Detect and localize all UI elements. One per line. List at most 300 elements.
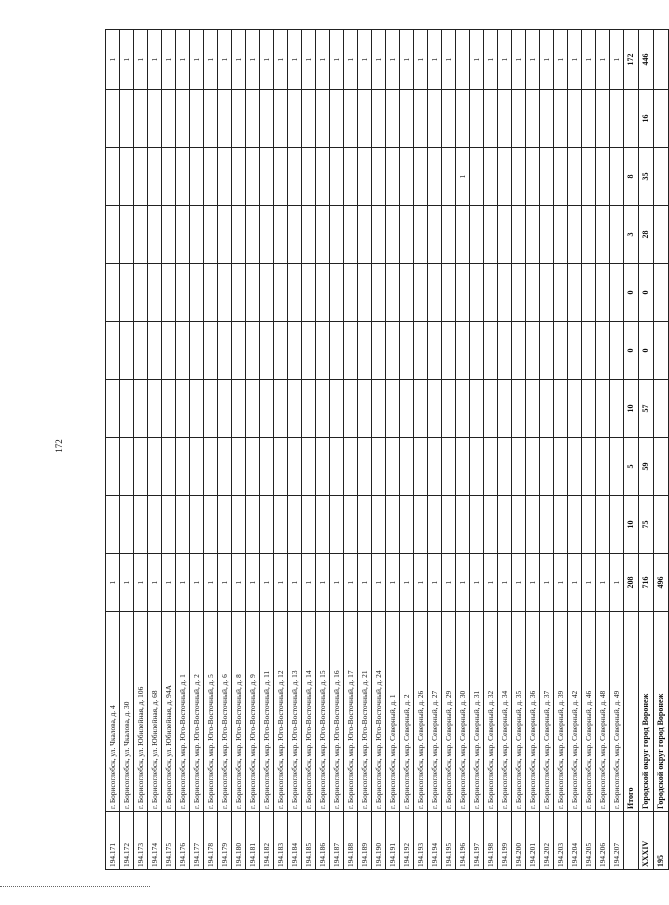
row-address: г. Борисоглебск, мкр. Юго-Восточный, д. 15 (316, 612, 330, 812)
table-row (190, 30, 204, 870)
row-code: 194.195 (442, 812, 456, 870)
row-value (554, 496, 568, 554)
row-value (344, 90, 358, 148)
row-value: 1 (148, 30, 162, 90)
row-value (610, 380, 624, 438)
row-value (260, 90, 274, 148)
row-value (162, 148, 176, 206)
row-value: 1 (512, 30, 526, 90)
row-value (190, 322, 204, 380)
row-value (540, 206, 554, 264)
sub-row-value (654, 322, 669, 380)
row-value (148, 264, 162, 322)
row-address: г. Борисоглебск, мкр. Юго-Восточный, д. 11 (260, 612, 274, 812)
row-value (344, 264, 358, 322)
row-value (512, 264, 526, 322)
row-value (386, 496, 400, 554)
row-value (456, 90, 470, 148)
row-value (344, 496, 358, 554)
row-address: г. Борисоглебск, мкр. Северный, д. 2 (400, 612, 414, 812)
row-value (120, 148, 134, 206)
sub-row-code: 195 (654, 812, 669, 870)
row-value: 1 (218, 554, 232, 612)
table-row (204, 30, 218, 870)
row-value (498, 380, 512, 438)
row-value: 1 (428, 30, 442, 90)
row-value (386, 264, 400, 322)
row-value: 1 (106, 30, 120, 90)
row-code: 194.204 (568, 812, 582, 870)
row-value (372, 322, 386, 380)
row-value (162, 264, 176, 322)
table-row (176, 30, 190, 870)
sub-row-value (654, 380, 669, 438)
table-row (568, 30, 582, 870)
table-row (316, 30, 330, 870)
row-value (176, 264, 190, 322)
row-value (260, 438, 274, 496)
row-value (596, 438, 610, 496)
row-address: г. Борисоглебск, мкр. Юго-Восточный, д. 16 (330, 612, 344, 812)
row-value (288, 206, 302, 264)
row-value (568, 438, 582, 496)
row-value (442, 148, 456, 206)
row-value (470, 206, 484, 264)
row-value: 1 (498, 30, 512, 90)
row-value (456, 264, 470, 322)
row-address: г. Борисоглебск, мкр. Северный, д. 49 (610, 612, 624, 812)
row-value (400, 206, 414, 264)
row-value: 1 (330, 30, 344, 90)
table-row (582, 30, 596, 870)
row-value: 1 (134, 554, 148, 612)
row-code: 194.176 (176, 812, 190, 870)
row-value (260, 496, 274, 554)
sub-row-value (654, 148, 669, 206)
row-value (358, 90, 372, 148)
row-code: 194.206 (596, 812, 610, 870)
row-code: 194.192 (400, 812, 414, 870)
row-value: 1 (176, 30, 190, 90)
row-code: 194.194 (428, 812, 442, 870)
row-value: 1 (372, 554, 386, 612)
row-value (148, 438, 162, 496)
row-value (400, 148, 414, 206)
row-value (484, 438, 498, 496)
row-value (246, 380, 260, 438)
row-value (554, 264, 568, 322)
row-address: г. Борисоглебск, мкр. Северный, д. 30 (456, 612, 470, 812)
row-value: 1 (414, 554, 428, 612)
row-value (512, 206, 526, 264)
row-value (316, 380, 330, 438)
table-row (414, 30, 428, 870)
row-value (344, 380, 358, 438)
row-value: 1 (274, 554, 288, 612)
row-value (456, 206, 470, 264)
row-value (288, 148, 302, 206)
row-value (218, 496, 232, 554)
row-value (414, 90, 428, 148)
row-value (302, 380, 316, 438)
total-row-value: 0 (624, 264, 639, 322)
row-value: 1 (470, 554, 484, 612)
row-value (498, 90, 512, 148)
row-value (148, 380, 162, 438)
row-value (302, 322, 316, 380)
row-value (386, 206, 400, 264)
section-row-label: Городской округ город Воронеж (639, 612, 654, 812)
row-value: 1 (246, 554, 260, 612)
row-value (218, 322, 232, 380)
row-value (582, 90, 596, 148)
row-value (484, 90, 498, 148)
row-code: 194.171 (106, 812, 120, 870)
row-value (232, 206, 246, 264)
row-value (484, 206, 498, 264)
row-value (218, 380, 232, 438)
row-code: 194.179 (218, 812, 232, 870)
row-value (246, 264, 260, 322)
row-value (274, 90, 288, 148)
row-value (204, 322, 218, 380)
row-value: 1 (526, 30, 540, 90)
section-row-value: 0 (639, 264, 654, 322)
row-value (288, 438, 302, 496)
row-value: 1 (484, 554, 498, 612)
row-value (176, 380, 190, 438)
table-row (246, 30, 260, 870)
row-value: 1 (232, 30, 246, 90)
row-address: г. Борисоглебск, мкр. Северный, д. 48 (596, 612, 610, 812)
row-value (512, 90, 526, 148)
row-value (414, 206, 428, 264)
row-value: 1 (260, 554, 274, 612)
row-code: 194.197 (470, 812, 484, 870)
row-value (582, 148, 596, 206)
row-address: г. Борисоглебск, мкр. Юго-Восточный, д. 17 (344, 612, 358, 812)
sub-row-value (654, 264, 669, 322)
row-value (330, 438, 344, 496)
row-value (414, 438, 428, 496)
row-value (540, 380, 554, 438)
row-value: 1 (204, 554, 218, 612)
row-value (470, 322, 484, 380)
row-value (204, 90, 218, 148)
row-value (302, 264, 316, 322)
table-row (442, 30, 456, 870)
row-address: г. Борисоглебск, мкр. Северный, д. 35 (512, 612, 526, 812)
sub-row-value (654, 206, 669, 264)
row-value (162, 90, 176, 148)
row-value (596, 206, 610, 264)
row-value (190, 148, 204, 206)
row-value (134, 380, 148, 438)
row-value (204, 380, 218, 438)
row-value (498, 496, 512, 554)
row-value (302, 148, 316, 206)
row-value (582, 206, 596, 264)
row-value (386, 148, 400, 206)
row-code: 194.182 (260, 812, 274, 870)
row-value: 1 (190, 554, 204, 612)
row-value (106, 264, 120, 322)
row-value (204, 148, 218, 206)
section-row-value: 28 (639, 206, 654, 264)
total-row-value: 8 (624, 148, 639, 206)
row-value: 1 (470, 30, 484, 90)
row-value (288, 380, 302, 438)
row-value (512, 148, 526, 206)
row-value (260, 264, 274, 322)
row-value (232, 380, 246, 438)
row-value (540, 90, 554, 148)
row-code: 194.188 (344, 812, 358, 870)
row-value (568, 322, 582, 380)
row-value (484, 380, 498, 438)
row-value (428, 322, 442, 380)
row-value (372, 438, 386, 496)
row-value (456, 30, 470, 90)
row-value: 1 (274, 30, 288, 90)
row-value (372, 148, 386, 206)
row-value (316, 148, 330, 206)
row-value (428, 438, 442, 496)
row-value (596, 90, 610, 148)
row-value (330, 380, 344, 438)
row-value (260, 322, 274, 380)
table-row (400, 30, 414, 870)
row-value (428, 206, 442, 264)
section-row-value: 0 (639, 322, 654, 380)
row-value (120, 206, 134, 264)
row-value (288, 90, 302, 148)
row-value (162, 206, 176, 264)
table-row (274, 30, 288, 870)
row-value: 1 (442, 30, 456, 90)
row-value (610, 438, 624, 496)
row-value (442, 496, 456, 554)
row-value: 1 (372, 30, 386, 90)
row-value: 1 (162, 30, 176, 90)
row-value (442, 322, 456, 380)
row-value (274, 380, 288, 438)
row-code: 194.191 (386, 812, 400, 870)
row-value (316, 322, 330, 380)
row-value (274, 322, 288, 380)
row-code: 194.187 (330, 812, 344, 870)
row-value: 1 (596, 554, 610, 612)
row-value: 1 (120, 30, 134, 90)
section-row-code: XXXIV (639, 812, 654, 870)
row-address: г. Борисоглебск, мкр. Юго-Восточный, д. 12 (274, 612, 288, 812)
row-value (540, 438, 554, 496)
total-row-value: 208 (624, 554, 639, 612)
table-row (484, 30, 498, 870)
row-address: г. Борисоглебск, мкр. Юго-Восточный, д. 2 (190, 612, 204, 812)
row-value (316, 264, 330, 322)
row-value (274, 438, 288, 496)
section-row-value: 57 (639, 380, 654, 438)
row-value (372, 206, 386, 264)
row-value (148, 90, 162, 148)
row-value (232, 90, 246, 148)
row-value (344, 322, 358, 380)
row-value (596, 148, 610, 206)
row-value (442, 206, 456, 264)
footnote-rule (0, 886, 150, 887)
table-row (120, 30, 134, 870)
row-address: г. Борисоглебск, мкр. Юго-Восточный, д. 5 (204, 612, 218, 812)
row-value: 1 (218, 30, 232, 90)
row-value (190, 206, 204, 264)
row-code: 194.181 (246, 812, 260, 870)
section-row-value: 446 (639, 30, 654, 90)
row-value (232, 438, 246, 496)
row-value (330, 496, 344, 554)
row-value: 1 (540, 554, 554, 612)
row-value (526, 264, 540, 322)
row-value (442, 380, 456, 438)
row-value (596, 496, 610, 554)
row-value (386, 380, 400, 438)
row-value (106, 148, 120, 206)
table-row (512, 30, 526, 870)
row-value (610, 496, 624, 554)
row-address: г. Борисоглебск, ул. Юбилейная, д. 106 (134, 612, 148, 812)
row-value: 1 (232, 554, 246, 612)
total-row-value: 3 (624, 206, 639, 264)
row-value (176, 496, 190, 554)
row-value (386, 90, 400, 148)
row-address: г. Борисоглебск, мкр. Северный, д. 29 (442, 612, 456, 812)
row-value: 1 (456, 148, 470, 206)
row-address: г. Борисоглебск, мкр. Северный, д. 42 (568, 612, 582, 812)
row-value (428, 264, 442, 322)
row-value (526, 496, 540, 554)
row-value (582, 322, 596, 380)
row-value: 1 (498, 554, 512, 612)
table-row (358, 30, 372, 870)
row-value (540, 322, 554, 380)
row-value: 1 (176, 554, 190, 612)
row-value: 1 (344, 554, 358, 612)
row-value: 1 (260, 30, 274, 90)
row-value (330, 148, 344, 206)
table-row (288, 30, 302, 870)
table-row (428, 30, 442, 870)
row-value (568, 148, 582, 206)
row-code: 194.199 (498, 812, 512, 870)
row-value: 1 (358, 554, 372, 612)
row-value (484, 322, 498, 380)
row-value (316, 496, 330, 554)
table-row (456, 30, 470, 870)
total-row-code (624, 812, 639, 870)
row-value (428, 148, 442, 206)
row-value (414, 322, 428, 380)
row-value (218, 90, 232, 148)
row-value: 1 (554, 554, 568, 612)
row-value (610, 264, 624, 322)
row-value: 1 (246, 30, 260, 90)
row-code: 194.178 (204, 812, 218, 870)
total-row-label: Итого (624, 612, 639, 812)
row-value (358, 206, 372, 264)
table-row (386, 30, 400, 870)
row-value (358, 264, 372, 322)
table-row (344, 30, 358, 870)
row-value (400, 438, 414, 496)
row-address: г. Борисоглебск, ул. Чкалова, д. 4 (106, 612, 120, 812)
row-value (274, 148, 288, 206)
row-code: 194.207 (610, 812, 624, 870)
row-value (246, 496, 260, 554)
row-value: 1 (526, 554, 540, 612)
row-value (330, 264, 344, 322)
row-value (358, 438, 372, 496)
row-value (106, 438, 120, 496)
row-address: г. Борисоглебск, мкр. Юго-Восточный, д. 8 (232, 612, 246, 812)
table-row (148, 30, 162, 870)
table-row (526, 30, 540, 870)
row-value (498, 322, 512, 380)
sub-row-value: 496 (654, 554, 669, 612)
row-value: 1 (540, 30, 554, 90)
row-code: 194.198 (484, 812, 498, 870)
row-value (246, 438, 260, 496)
table-row (610, 30, 624, 870)
row-value: 1 (106, 554, 120, 612)
row-value (274, 496, 288, 554)
row-value (428, 90, 442, 148)
row-value (582, 496, 596, 554)
row-value (358, 148, 372, 206)
row-value (162, 496, 176, 554)
row-value: 1 (330, 554, 344, 612)
row-value (106, 322, 120, 380)
row-value (610, 206, 624, 264)
sub-row-label: Городской округ город Воронеж (654, 612, 669, 812)
row-value (274, 206, 288, 264)
row-code: 194.172 (120, 812, 134, 870)
row-value (120, 438, 134, 496)
rotated-table-container (105, 30, 665, 870)
table-row (470, 30, 484, 870)
row-value (330, 206, 344, 264)
row-value: 1 (428, 554, 442, 612)
row-value (400, 90, 414, 148)
row-value (540, 264, 554, 322)
row-value (526, 322, 540, 380)
row-value (596, 264, 610, 322)
row-value (554, 206, 568, 264)
row-value (568, 380, 582, 438)
row-value (610, 322, 624, 380)
row-value (106, 90, 120, 148)
row-value (526, 206, 540, 264)
row-value (456, 380, 470, 438)
row-value: 1 (120, 554, 134, 612)
table-row (302, 30, 316, 870)
row-address: г. Борисоглебск, мкр. Юго-Восточный, д. 13 (288, 612, 302, 812)
row-value: 1 (302, 30, 316, 90)
row-value: 1 (568, 30, 582, 90)
row-value (316, 438, 330, 496)
row-value (106, 380, 120, 438)
row-address: г. Борисоглебск, мкр. Северный, д. 37 (540, 612, 554, 812)
row-value: 1 (512, 554, 526, 612)
